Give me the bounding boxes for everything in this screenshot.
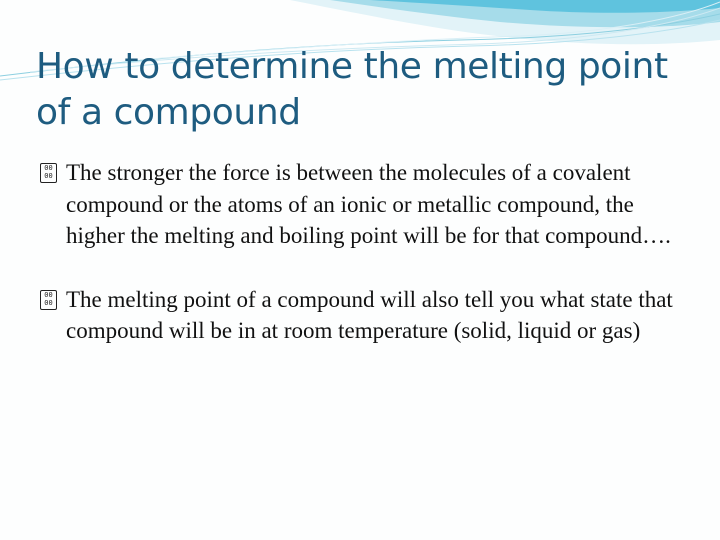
bullet-list (40, 157, 680, 347)
missing-glyph-bullet-icon: 00 00 (40, 163, 57, 183)
bullet-text: The stronger the force is between the molecules of a covalent compound or the atoms of an ionic or metallic compound, the higher the melting and boiling point will be for that compound…. (66, 160, 671, 248)
bullet-item (40, 284, 680, 347)
missing-glyph-bullet-icon: 00 00 (40, 290, 57, 310)
slide-title: How to determine the melting point of a compound (36, 46, 668, 133)
bullet-item (40, 157, 680, 252)
bullet-text: The melting point of a compound will also tell you what state that compound will be in at room temperature (solid, liquid or gas) (66, 286, 673, 343)
